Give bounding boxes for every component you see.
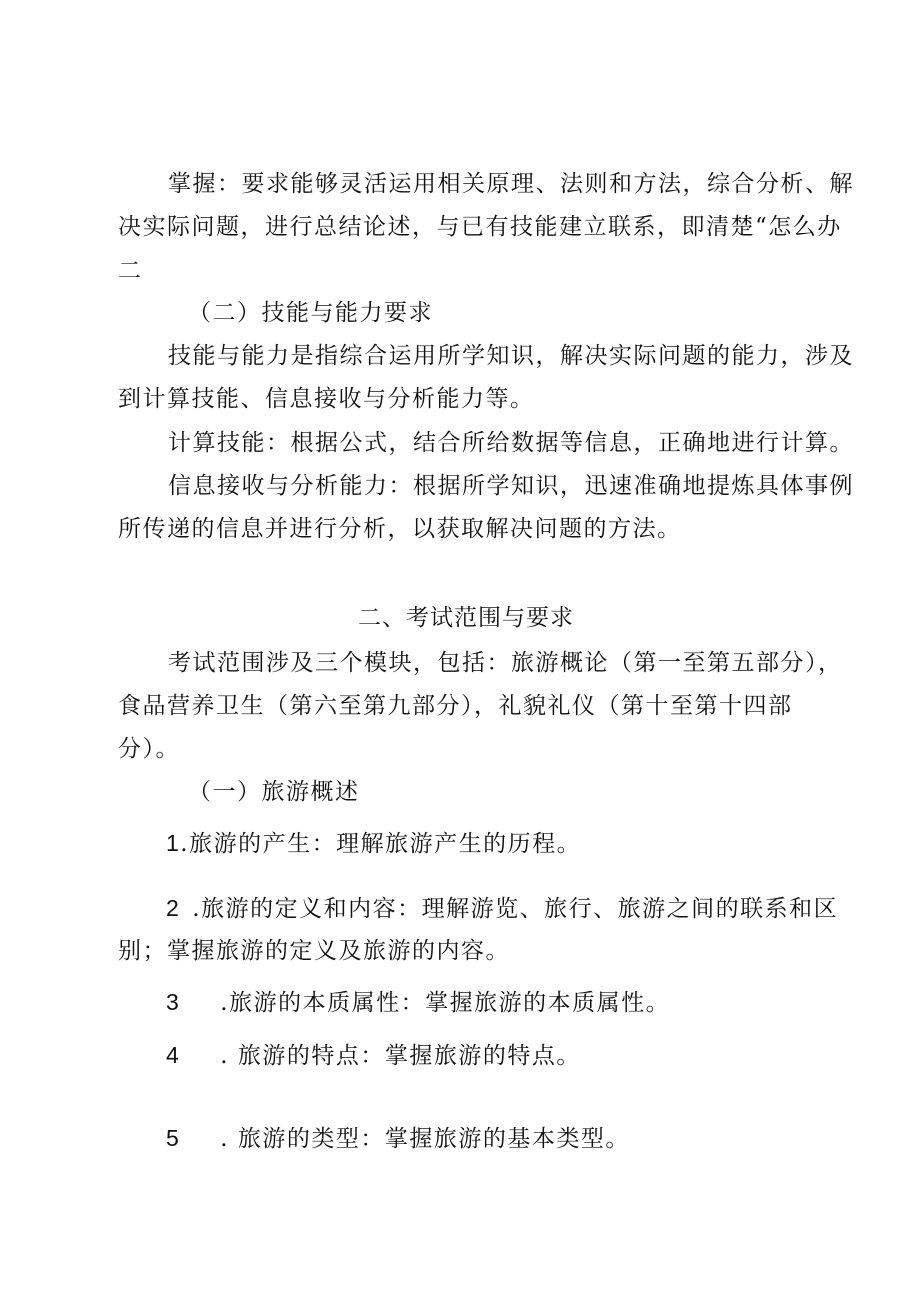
info-analysis-paragraph-line-2: 所传递的信息并进行分析，以获取解决问题的方法。 [118, 516, 682, 542]
list-item-number: 5 [166, 1125, 181, 1151]
list-item-text: . 旅游的类型：掌握旅游的基本类型。 [220, 1126, 630, 1152]
skills-paragraph-line-1: 技能与能力是指综合运用所学知识，解决实际问题的能力，涉及 [168, 343, 854, 369]
skills-paragraph-line-2: 到计算技能、信息接收与分析能力等。 [118, 386, 535, 412]
subheading-skills: （二）技能与能力要求 [188, 300, 433, 326]
list-item [166, 828, 581, 859]
calc-skills-paragraph: 计算技能：根据公式，结合所给数据等信息，正确地进行计算。 [168, 430, 854, 456]
list-item-number: 3 [166, 989, 181, 1015]
list-item-number: 2 [166, 895, 181, 921]
mastery-paragraph-line-1: 掌握：要求能够灵活运用相关原理、法则和方法，综合分析、解 [168, 171, 854, 197]
list-item-number: 1 [166, 830, 181, 856]
list-item-text: .旅游的产生：理解旅游产生的历程。 [180, 831, 582, 857]
list-item-continuation: 别；掌握旅游的定义及旅游的内容。 [118, 938, 510, 964]
list-item [166, 893, 838, 924]
scope-intro-line-2: 食品营养卫生（第六至第九部分），礼貌礼仪（第十至第十四部 [118, 693, 793, 719]
list-item [166, 987, 670, 1018]
list-item [166, 1123, 630, 1154]
list-item-text: .旅游的本质属性：掌握旅游的本质属性。 [220, 990, 671, 1016]
scope-intro-line-1: 考试范围涉及三个模块，包括：旅游概论（第一至第五部分）， [168, 650, 843, 676]
mastery-paragraph-line-2: 决实际问题，进行总结论述，与已有技能建立联系，即清楚“怎么办 [118, 214, 842, 240]
list-item-text: .旅游的定义和内容：理解游览、旅行、旅游之间的联系和区 [192, 896, 839, 922]
scope-intro-line-3: 分）。 [118, 736, 180, 762]
info-analysis-paragraph-line-1: 信息接收与分析能力：根据所学知识，迅速准确地提炼具体事例 [168, 473, 854, 499]
section-title: 二、考试范围与要求 [358, 605, 574, 631]
list-item [166, 1040, 581, 1071]
list-item-text: . 旅游的特点：掌握旅游的特点。 [220, 1043, 581, 1069]
list-item-number: 4 [166, 1042, 181, 1068]
subheading-tourism-overview: （一）旅游概述 [188, 779, 360, 805]
mastery-paragraph-line-3: 二 [118, 258, 143, 284]
